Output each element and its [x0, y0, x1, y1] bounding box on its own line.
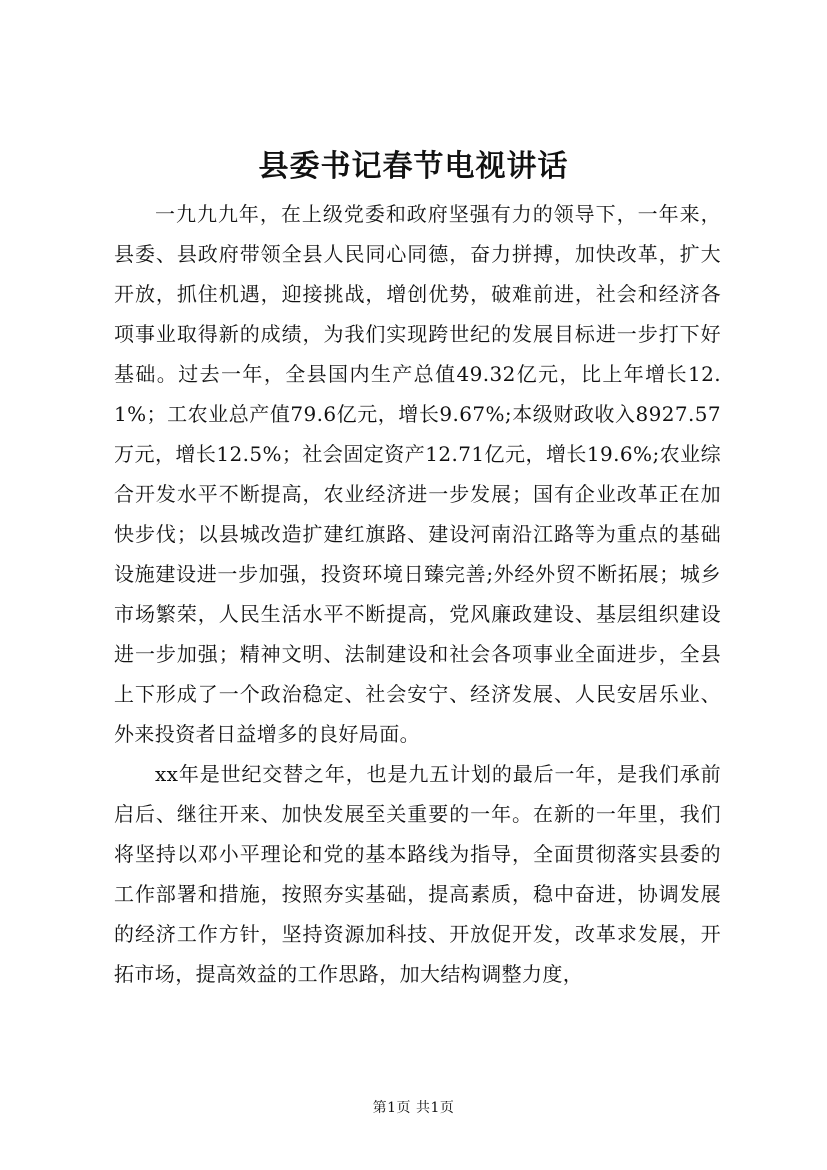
page-footer: 第1页 共1页: [372, 1100, 455, 1116]
document-title: 县委书记春节电视讲话: [258, 149, 569, 184]
document-body: [114, 194, 721, 994]
paragraph-2: xx年是世纪交替之年，也是九五计划的最后一年，是我们承前启后、继往开来、加快发展至关重要的一年。在新的一年里，我们将坚持以邓小平理论和党的基本路线为指导，全面贯彻落实县委的工作部署和措施，按照夯实基础，提高素质，稳中奋进，协调发展的经济工作方针，坚持资源加科技、开放促开发，改革求发展，开拓市场，提高效益的工作思路，加大结构调整力度，: [114, 762, 721, 986]
paragraph-1: 一九九九年，在上级党委和政府坚强有力的领导下，一年来，县委、县政府带领全县人民同心同德，奋力拼搏，加快改革，扩大开放，抓住机遇，迎接挑战，增创优势，破难前进，社会和经济各项事业取得新的成绩，为我们实现跨世纪的发展目标进一步打下好基础。过去一年，全县国内生产总值49.32亿元，比上年增长12.1%；工农业总产值79.6亿元，增长9.67%;本级财政收入8927.57万元，增长12.5%；社会固定资产12.71亿元，增长19.6%;农业综合开发水平不断提高，农业经济进一步发展；国有企业改革正在加快步伐；以县城改造扩建红旗路、建设河南沿江路等为重点的基础设施建设进一步加强，投资环境日臻完善;外经外贸不断拓展；城乡市场繁荣，人民生活水平不断提高，党风廉政建设、基层组织建设进一步加强；精神文明、法制建设和社会各项事业全面进步，全县上下形成了一个政治稳定、社会安宁、经济发展、人民安居乐业、外来投资者日益增多的良好局面。: [114, 202, 721, 746]
